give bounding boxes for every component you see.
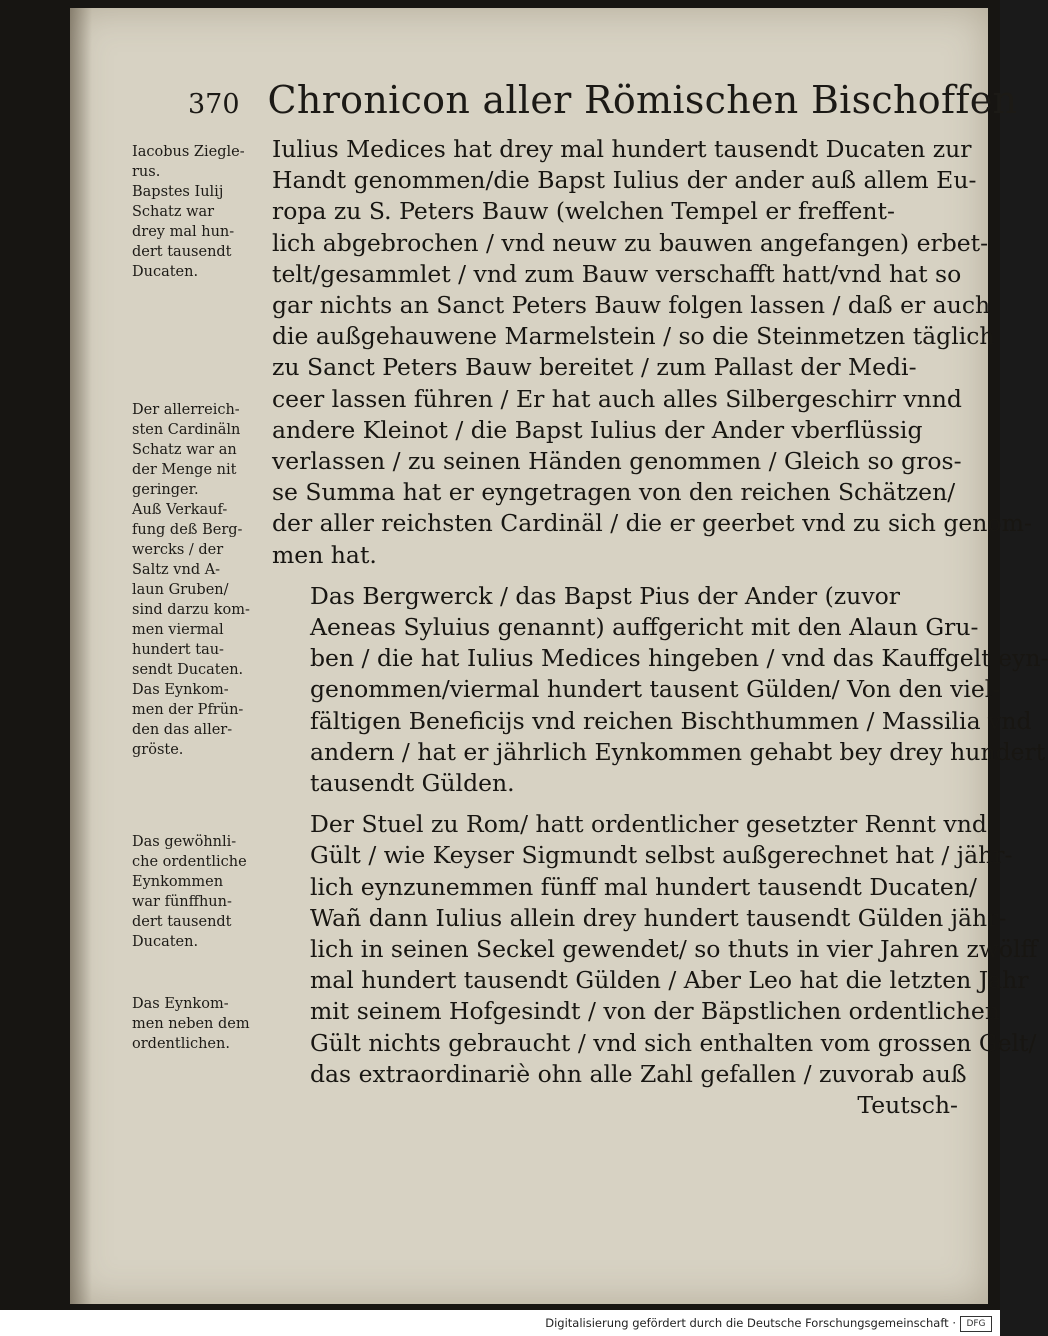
page-spine-shadow — [70, 8, 92, 1304]
text-line: andere Kleinot / die Bapst Iulius der Ander vberflüssig — [272, 415, 923, 444]
marginal-note: Das Eynkom- men neben dem ordentlichen. — [132, 996, 250, 1052]
text-line: der aller reichsten Cardinäl / die er geerbet vnd zu sich genom- — [272, 509, 1032, 538]
text-line: das extraordinariè ohn alle Zahl gefallen / zuvorab auß — [310, 1059, 967, 1088]
paragraph — [272, 809, 1038, 1121]
running-header — [188, 78, 1018, 134]
digitization-footer — [0, 1310, 1000, 1336]
text-line: lich in seinen Seckel gewendet/ so thuts in vier Jahren zwölff — [310, 935, 1038, 964]
text-line: Handt genommen/die Bapst Iulius der ander auß allem Eu- — [272, 166, 977, 195]
marginal-note: Auß Verkauf- fung deß Berg- wercks / der Saltz vnd A- laun Gruben/ sind darzu kom- men viermal hundert tau- sendt Ducaten. — [132, 502, 250, 678]
text-line: tausendt Gülden. — [310, 769, 515, 798]
text-line: Wañ dann Iulius allein drey hundert tausendt Gülden jähr- — [310, 903, 1007, 932]
text-line: Teutsch- — [857, 1091, 958, 1120]
text-line: lich eynzunemmen fünff mal hundert tausendt Ducaten/ — [310, 872, 977, 901]
text-line: Der Stuel zu Rom/ hatt ordentlicher gesetzter Rennt vnd — [310, 810, 987, 839]
text-line: Iulius Medices hat drey mal hundert tausendt Ducaten zur — [272, 135, 972, 163]
text-line: ceer lassen führen / Er hat auch alles Silbergeschirr vnnd — [272, 384, 962, 413]
footer-credit: Digitalisierung gefördert durch die Deutsche Forschungsgemeinschaft · — [545, 1316, 956, 1330]
main-text — [272, 134, 1048, 1121]
paragraph — [272, 581, 1048, 799]
text-line: fältigen Beneficijs vnd reichen Bischthummen / Massilia vnd — [310, 706, 1032, 735]
text-line: andern / hat er jährlich Eynkommen gehabt bey drey hundert — [310, 737, 1046, 766]
text-line: se Summa hat er eyngetragen von den reichen Schätzen/ — [272, 478, 956, 507]
text-line: men hat. — [272, 540, 377, 569]
marginal-note: Der allerreich- sten Cardinäln Schatz war an der Menge nit geringer. — [132, 402, 241, 498]
running-title: Chronicon aller Römischen Bischoffen — [267, 78, 1018, 122]
text-line: ben / die hat Iulius Medices hingeben / vnd das Kauffgelt eyn- — [310, 644, 1048, 673]
text-line: lich abgebrochen / vnd neuw zu bauwen angefangen) erbet- — [272, 228, 989, 257]
text-line: Das Bergwerck / das Bapst Pius der Ander (zuvor — [310, 581, 900, 610]
text-line: gar nichts an Sanct Peters Bauw folgen lassen / daß er auch — [272, 291, 991, 320]
text-line: Aeneas Syluius genannt) auffgericht mit den Alaun Gru- — [310, 613, 979, 642]
text-line: verlassen / zu seinen Händen genommen / Gleich so gros- — [272, 447, 962, 476]
text-line: mal hundert tausendt Gülden / Aber Leo hat die letzten Jahr — [310, 966, 1029, 995]
text-line: mit seinem Hofgesindt / von der Bäpstlichen ordentlichen — [310, 997, 1000, 1026]
dfg-logo: DFG — [960, 1316, 992, 1332]
marginal-note: Iacobus Ziegle- rus. — [132, 144, 245, 180]
text-line: die außgehauwene Marmelstein / so die Steinmetzen täglich — [272, 322, 995, 351]
page-number: 370 — [188, 89, 240, 120]
text-line: telt/gesammlet / vnd zum Bauw verschafft hatt/vnd hat so — [272, 259, 962, 288]
marginal-note: Das gewöhnli- che ordentliche Eynkommen war fünffhun- dert tausendt Ducaten. — [132, 834, 247, 950]
text-line: Gült / wie Keyser Sigmundt selbst außgerechnet hat / jähr- — [310, 841, 1013, 870]
text-line: Gült nichts gebraucht / vnd sich enthalten vom grossen Gelt/ — [310, 1028, 1037, 1057]
paragraph — [272, 134, 1032, 571]
marginal-note: Das Eynkom- men der Pfrün- den das aller- gröste. — [132, 682, 244, 758]
marginal-note: Bapstes Iulij Schatz war drey mal hun- dert tausendt Ducaten. — [132, 184, 235, 280]
text-line: zu Sanct Peters Bauw bereitet / zum Pallast der Medi- — [272, 353, 917, 382]
text-line: ropa zu S. Peters Bauw (welchen Tempel er freffent- — [272, 197, 895, 226]
text-line: genommen/viermal hundert tausent Gülden/ Von den viel- — [310, 675, 1001, 704]
